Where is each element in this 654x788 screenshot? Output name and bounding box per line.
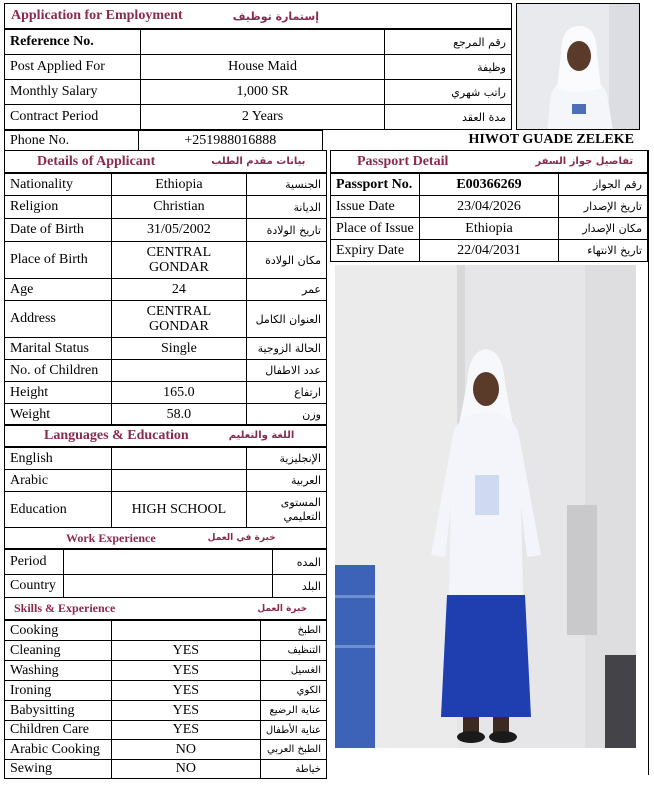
period-label-ar: المده <box>273 550 327 575</box>
country-label: Country <box>5 575 64 598</box>
passport-no-label-ar: رقم الجواز <box>559 174 648 196</box>
children-care-label-ar: عناية الأطفال <box>260 721 326 740</box>
arabic-value <box>111 470 247 492</box>
arabic-cooking-label-ar: الطبخ العربي <box>260 740 326 760</box>
post-label: Post Applied For <box>5 55 141 80</box>
pob-label-ar: مكان الولادة <box>247 242 327 279</box>
children-value <box>111 360 246 382</box>
reference-value <box>140 30 384 55</box>
table-row <box>5 575 327 598</box>
contract-label: Contract Period <box>5 105 141 130</box>
sewing-value: NO <box>111 760 260 779</box>
passport-section-title-ar: تفاصيل جواز السفر <box>535 156 634 167</box>
dob-value: 31/05/2002 <box>111 219 246 242</box>
table-row <box>5 30 512 55</box>
salary-value: 1,000 SR <box>140 80 384 105</box>
post-label-ar: وظيفة <box>385 55 512 80</box>
expiry-date-label: Expiry Date <box>331 240 420 262</box>
arabic-label: Arabic <box>5 470 112 492</box>
marital-label-ar: الحالة الزوجية <box>247 338 327 360</box>
headshot-photo <box>516 3 640 130</box>
applicant-section-title-ar: بيانات مقدم الطلب <box>211 156 306 167</box>
skills-section-title-ar: خبرة العمل <box>257 603 308 614</box>
address-label: Address <box>5 301 112 338</box>
table-row <box>5 242 327 279</box>
table-row <box>5 448 327 470</box>
languages-section-title: Languages & Education <box>44 427 189 443</box>
passport-section-header <box>330 150 648 173</box>
table-row <box>5 196 327 219</box>
issue-date-value: 23/04/2026 <box>419 196 559 218</box>
application-title: Application for Employment <box>11 8 183 23</box>
languages-section-title-ar: اللغة والتعليم <box>228 430 295 441</box>
nationality-value: Ethiopia <box>111 174 246 196</box>
table-row <box>5 681 327 701</box>
languages-table <box>4 447 327 528</box>
age-label: Age <box>5 279 112 301</box>
children-label-ar: عدد الاطفال <box>247 360 327 382</box>
weight-label-ar: وزن <box>247 404 327 426</box>
weight-label: Weight <box>5 404 112 426</box>
pob-value: CENTRAL GONDAR <box>111 242 246 279</box>
cooking-value <box>111 621 260 641</box>
table-row <box>5 760 327 779</box>
table-row <box>331 240 648 262</box>
contract-value: 2 Years <box>140 105 384 130</box>
place-issue-value: Ethiopia <box>419 218 559 240</box>
full-body-photo <box>335 265 636 748</box>
table-row <box>5 80 512 105</box>
issue-date-label-ar: تاريخ الإصدار <box>559 196 648 218</box>
place-issue-label-ar: مكان الإصدار <box>559 218 648 240</box>
issue-date-label: Issue Date <box>331 196 420 218</box>
reference-label: Reference No. <box>5 30 141 55</box>
table-row <box>5 740 327 760</box>
washing-value: YES <box>111 661 260 681</box>
period-label: Period <box>5 550 64 575</box>
reference-label-ar: رقم المرجع <box>385 30 512 55</box>
table-row <box>5 338 327 360</box>
table-row <box>5 721 327 740</box>
work-table <box>4 549 327 598</box>
salary-label: Monthly Salary <box>5 80 141 105</box>
passport-section-title: Passport Detail <box>357 153 449 169</box>
cooking-label: Cooking <box>5 621 112 641</box>
dob-label: Date of Birth <box>5 219 112 242</box>
english-label: English <box>5 448 112 470</box>
post-value: House Maid <box>140 55 384 80</box>
education-value: HIGH SCHOOL <box>111 492 247 528</box>
age-value: 24 <box>111 279 246 301</box>
marital-label: Marital Status <box>5 338 112 360</box>
languages-section-header <box>4 424 327 447</box>
address-label-ar: العنوان الكامل <box>247 301 327 338</box>
table-row <box>5 55 512 80</box>
table-row <box>5 360 327 382</box>
weight-value: 58.0 <box>111 404 246 426</box>
headshot-illustration <box>517 4 640 130</box>
salary-label-ar: راتب شهري <box>385 80 512 105</box>
english-label-ar: الإنجليزية <box>247 448 327 470</box>
sewing-label-ar: خياطة <box>260 760 326 779</box>
religion-value: Christian <box>111 196 246 219</box>
passport-table <box>330 173 648 262</box>
table-row <box>5 470 327 492</box>
passport-no-value: E00366269 <box>419 174 559 196</box>
ironing-label-ar: الكوي <box>260 681 326 701</box>
height-value: 165.0 <box>111 382 246 404</box>
height-label: Height <box>5 382 112 404</box>
application-title-ar: إستمارة توظيف <box>232 9 319 23</box>
table-row <box>5 641 327 661</box>
table-row <box>5 279 327 301</box>
cleaning-label: Cleaning <box>5 641 112 661</box>
passport-no-label: Passport No. <box>331 174 420 196</box>
ironing-label: Ironing <box>5 681 112 701</box>
children-label: No. of Children <box>5 360 112 382</box>
table-row <box>5 661 327 681</box>
table-row <box>331 218 648 240</box>
table-row <box>331 174 648 196</box>
dob-label-ar: تاريخ الولادة <box>247 219 327 242</box>
application-header <box>4 3 512 29</box>
marital-value: Single <box>111 338 246 360</box>
table-row <box>5 492 327 528</box>
country-value <box>63 575 272 598</box>
arabic-cooking-label: Arabic Cooking <box>5 740 112 760</box>
table-row <box>5 404 327 426</box>
top-info-table <box>4 29 512 130</box>
table-row <box>5 621 327 641</box>
period-value <box>63 550 272 575</box>
cooking-label-ar: الطبخ <box>260 621 326 641</box>
arabic-label-ar: العربية <box>247 470 327 492</box>
education-label-ar: المستوى التعليمي <box>247 492 327 528</box>
place-issue-label: Place of Issue <box>331 218 420 240</box>
babysitting-value: YES <box>111 701 260 721</box>
applicant-name: HIWOT GUADE ZELEKE <box>468 132 634 147</box>
religion-label: Religion <box>5 196 112 219</box>
nationality-label-ar: الجنسية <box>247 174 327 196</box>
pob-label: Place of Birth <box>5 242 112 279</box>
phone-value: +251988016888 <box>138 131 322 151</box>
english-value <box>111 448 247 470</box>
work-section-title: Work Experience <box>66 530 156 545</box>
cleaning-label-ar: التنظيف <box>260 641 326 661</box>
skills-table <box>4 620 327 779</box>
applicant-section-title: Details of Applicant <box>37 153 156 169</box>
washing-label: Washing <box>5 661 112 681</box>
table-row <box>5 550 327 575</box>
expiry-date-value: 22/04/2031 <box>419 240 559 262</box>
full-body-illustration <box>335 265 636 748</box>
children-care-label: Children Care <box>5 721 112 740</box>
table-row <box>5 701 327 721</box>
work-section-title-ar: خبرة في العمل <box>207 533 276 543</box>
table-row <box>5 219 327 242</box>
phone-table <box>4 130 323 151</box>
work-section-header <box>4 527 327 549</box>
nationality-label: Nationality <box>5 174 112 196</box>
sewing-label: Sewing <box>5 760 112 779</box>
table-row <box>5 301 327 338</box>
babysitting-label: Babysitting <box>5 701 112 721</box>
table-row <box>5 105 512 130</box>
skills-section-header <box>4 597 327 620</box>
page-right-border <box>648 150 649 775</box>
washing-label-ar: الغسيل <box>260 661 326 681</box>
cleaning-value: YES <box>111 641 260 661</box>
table-row <box>331 196 648 218</box>
religion-label-ar: الديانة <box>247 196 327 219</box>
expiry-date-label-ar: تاريخ الانتهاء <box>559 240 648 262</box>
phone-label: Phone No. <box>5 131 139 151</box>
age-label-ar: عمر <box>247 279 327 301</box>
applicant-table <box>4 173 327 426</box>
country-label-ar: البلد <box>273 575 327 598</box>
table-row <box>5 131 323 151</box>
arabic-cooking-value: NO <box>111 740 260 760</box>
ironing-value: YES <box>111 681 260 701</box>
education-label: Education <box>5 492 112 528</box>
children-care-value: YES <box>111 721 260 740</box>
table-row <box>5 382 327 404</box>
applicant-section-header <box>4 150 327 173</box>
skills-section-title: Skills & Experience <box>14 601 116 615</box>
babysitting-label-ar: عناية الرضيع <box>260 701 326 721</box>
height-label-ar: ارتفاع <box>247 382 327 404</box>
contract-label-ar: مدة العقد <box>385 105 512 130</box>
table-row <box>5 174 327 196</box>
address-value: CENTRAL GONDAR <box>111 301 246 338</box>
